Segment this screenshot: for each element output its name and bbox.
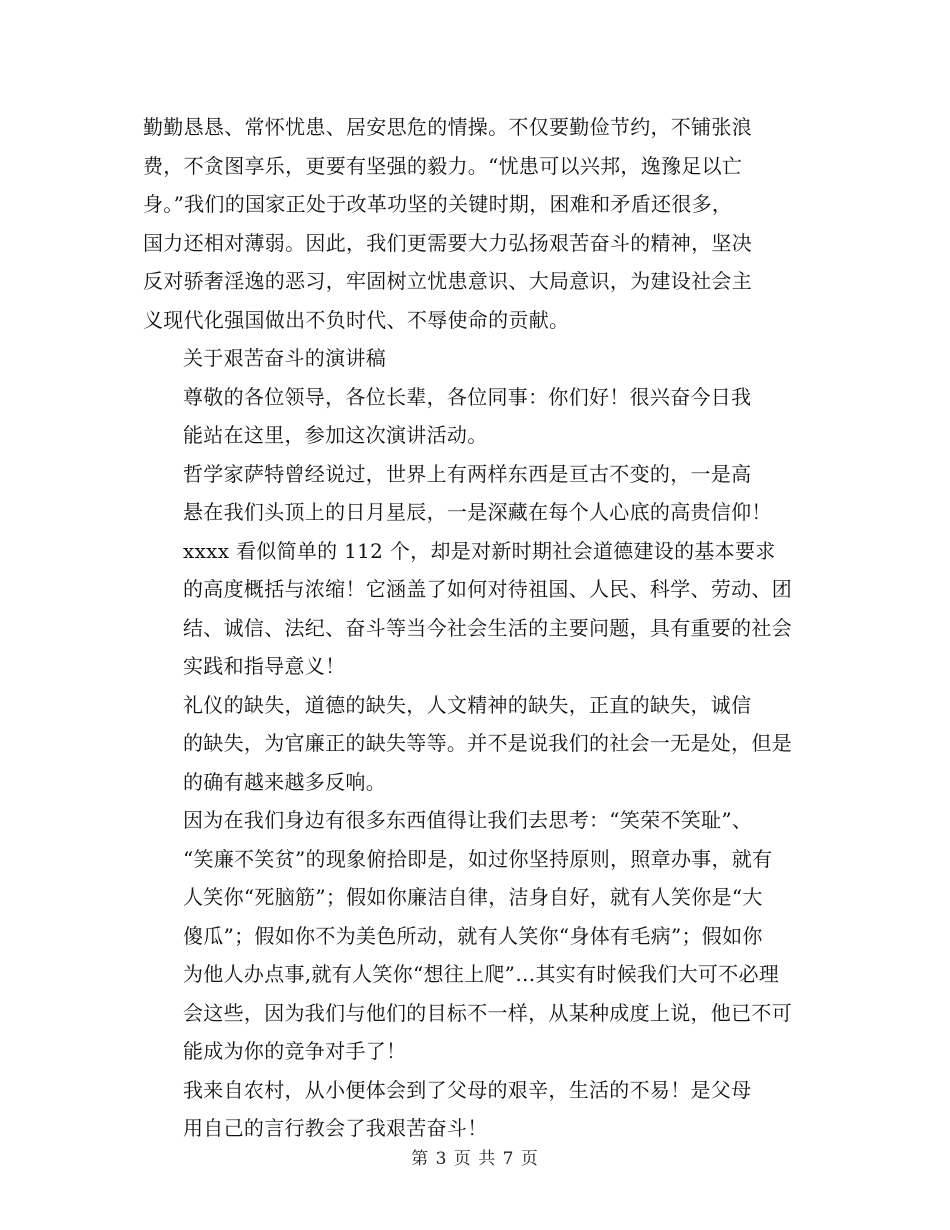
text-line: xxxx 看似简单的 112 个，却是对新时期社会道德建设的基本要求 bbox=[183, 538, 776, 563]
speech-title bbox=[143, 339, 815, 378]
text-line: 能成为你的竞争对手了！ bbox=[183, 1039, 407, 1063]
text-line: 我来自农村，从小便体会到了父母的艰辛，生活的不易！是父母 bbox=[183, 1077, 752, 1102]
paragraph-philosopher bbox=[143, 455, 815, 532]
text-line: 会这些，因为我们与他们的目标不一样，从某种成度上说，他已不可 bbox=[183, 1000, 792, 1025]
text-line: 用自己的言行教会了我艰苦奋斗！ bbox=[183, 1116, 488, 1140]
page-number-footer: 第 3 页 共 7 页 bbox=[411, 1149, 539, 1169]
text-line: 的缺失，为官廉正的缺失等等。并不是说我们的社会一无是处，但是 bbox=[183, 731, 792, 755]
paragraph-countryside bbox=[143, 1071, 815, 1148]
text-line: 的确有越来越多反响。 bbox=[183, 769, 386, 794]
title-text: 关于艰苦奋斗的演讲稿 bbox=[183, 346, 386, 370]
text-line: 身。”我们的国家正处于改革功坚的关键时期，困难和矛盾还很多， bbox=[143, 192, 733, 216]
paragraph-xxxx bbox=[143, 532, 815, 686]
text-line: 结、诚信、法纪、奋斗等当今社会生活的主要问题，具有重要的社会 bbox=[183, 615, 792, 640]
text-line: 为他人办点事,就有人笑你“想往上爬”…其实有时候我们大可不必理 bbox=[183, 962, 780, 986]
paragraph-etiquette bbox=[143, 686, 815, 802]
text-line: 礼仪的缺失，道德的缺失，人文精神的缺失，正直的缺失，诚信 bbox=[183, 692, 752, 717]
text-line: 尊敬的各位领导，各位长辈，各位同事：你们好！很兴奋今日我 bbox=[183, 384, 752, 409]
text-line: 傻瓜”；假如你不为美色所动，就有人笑你“身体有毛病”；假如你 bbox=[183, 923, 763, 948]
text-line: 勤勤恳恳、常怀忧患、居安思危的情操。不仅要勤俭节约，不铺张浪 bbox=[143, 115, 752, 139]
text-line: 能站在这里，参加这次演讲活动。 bbox=[183, 423, 488, 447]
paragraph-greeting bbox=[143, 378, 815, 455]
document-body bbox=[143, 108, 815, 1148]
text-line: 反对骄奢淫逸的恶习，牢固树立忧患意识、大局意识，为建设社会主 bbox=[143, 269, 752, 293]
text-line: 费，不贪图享乐，更要有坚强的毅力。“忧患可以兴邦，逸豫足以亡 bbox=[143, 153, 743, 178]
text-line: “笑廉不笑贫”的现象俯拾即是，如过你坚持原则，照章办事，就有 bbox=[183, 846, 773, 871]
text-line: 实践和指导意义！ bbox=[183, 654, 346, 678]
text-line: 哲学家萨特曾经说过，世界上有两样东西是亘古不变的，一是高 bbox=[183, 461, 752, 486]
text-line: 义现代化强国做出不负时代、不辱使命的贡献。 bbox=[143, 307, 570, 332]
paragraph-laugh bbox=[143, 801, 815, 1071]
text-line: 的高度概括与浓缩！它涵盖了如何对待祖国、人民、科学、劳动、团 bbox=[183, 577, 792, 601]
text-line: 国力还相对薄弱。因此，我们更需要大力弘扬艰苦奋斗的精神，坚决 bbox=[143, 230, 752, 255]
text-line: 因为在我们身边有很多东西值得让我们去思考：“笑荣不笑耻”、 bbox=[183, 808, 753, 832]
text-line: 人笑你“死脑筋”；假如你廉洁自律，洁身自好，就有人笑你是“大 bbox=[183, 885, 763, 909]
text-line: 悬在我们头顶上的日月星辰，一是深藏在每个人心底的高贵信仰！ bbox=[183, 500, 772, 524]
paragraph-intro-continuation bbox=[143, 108, 815, 339]
